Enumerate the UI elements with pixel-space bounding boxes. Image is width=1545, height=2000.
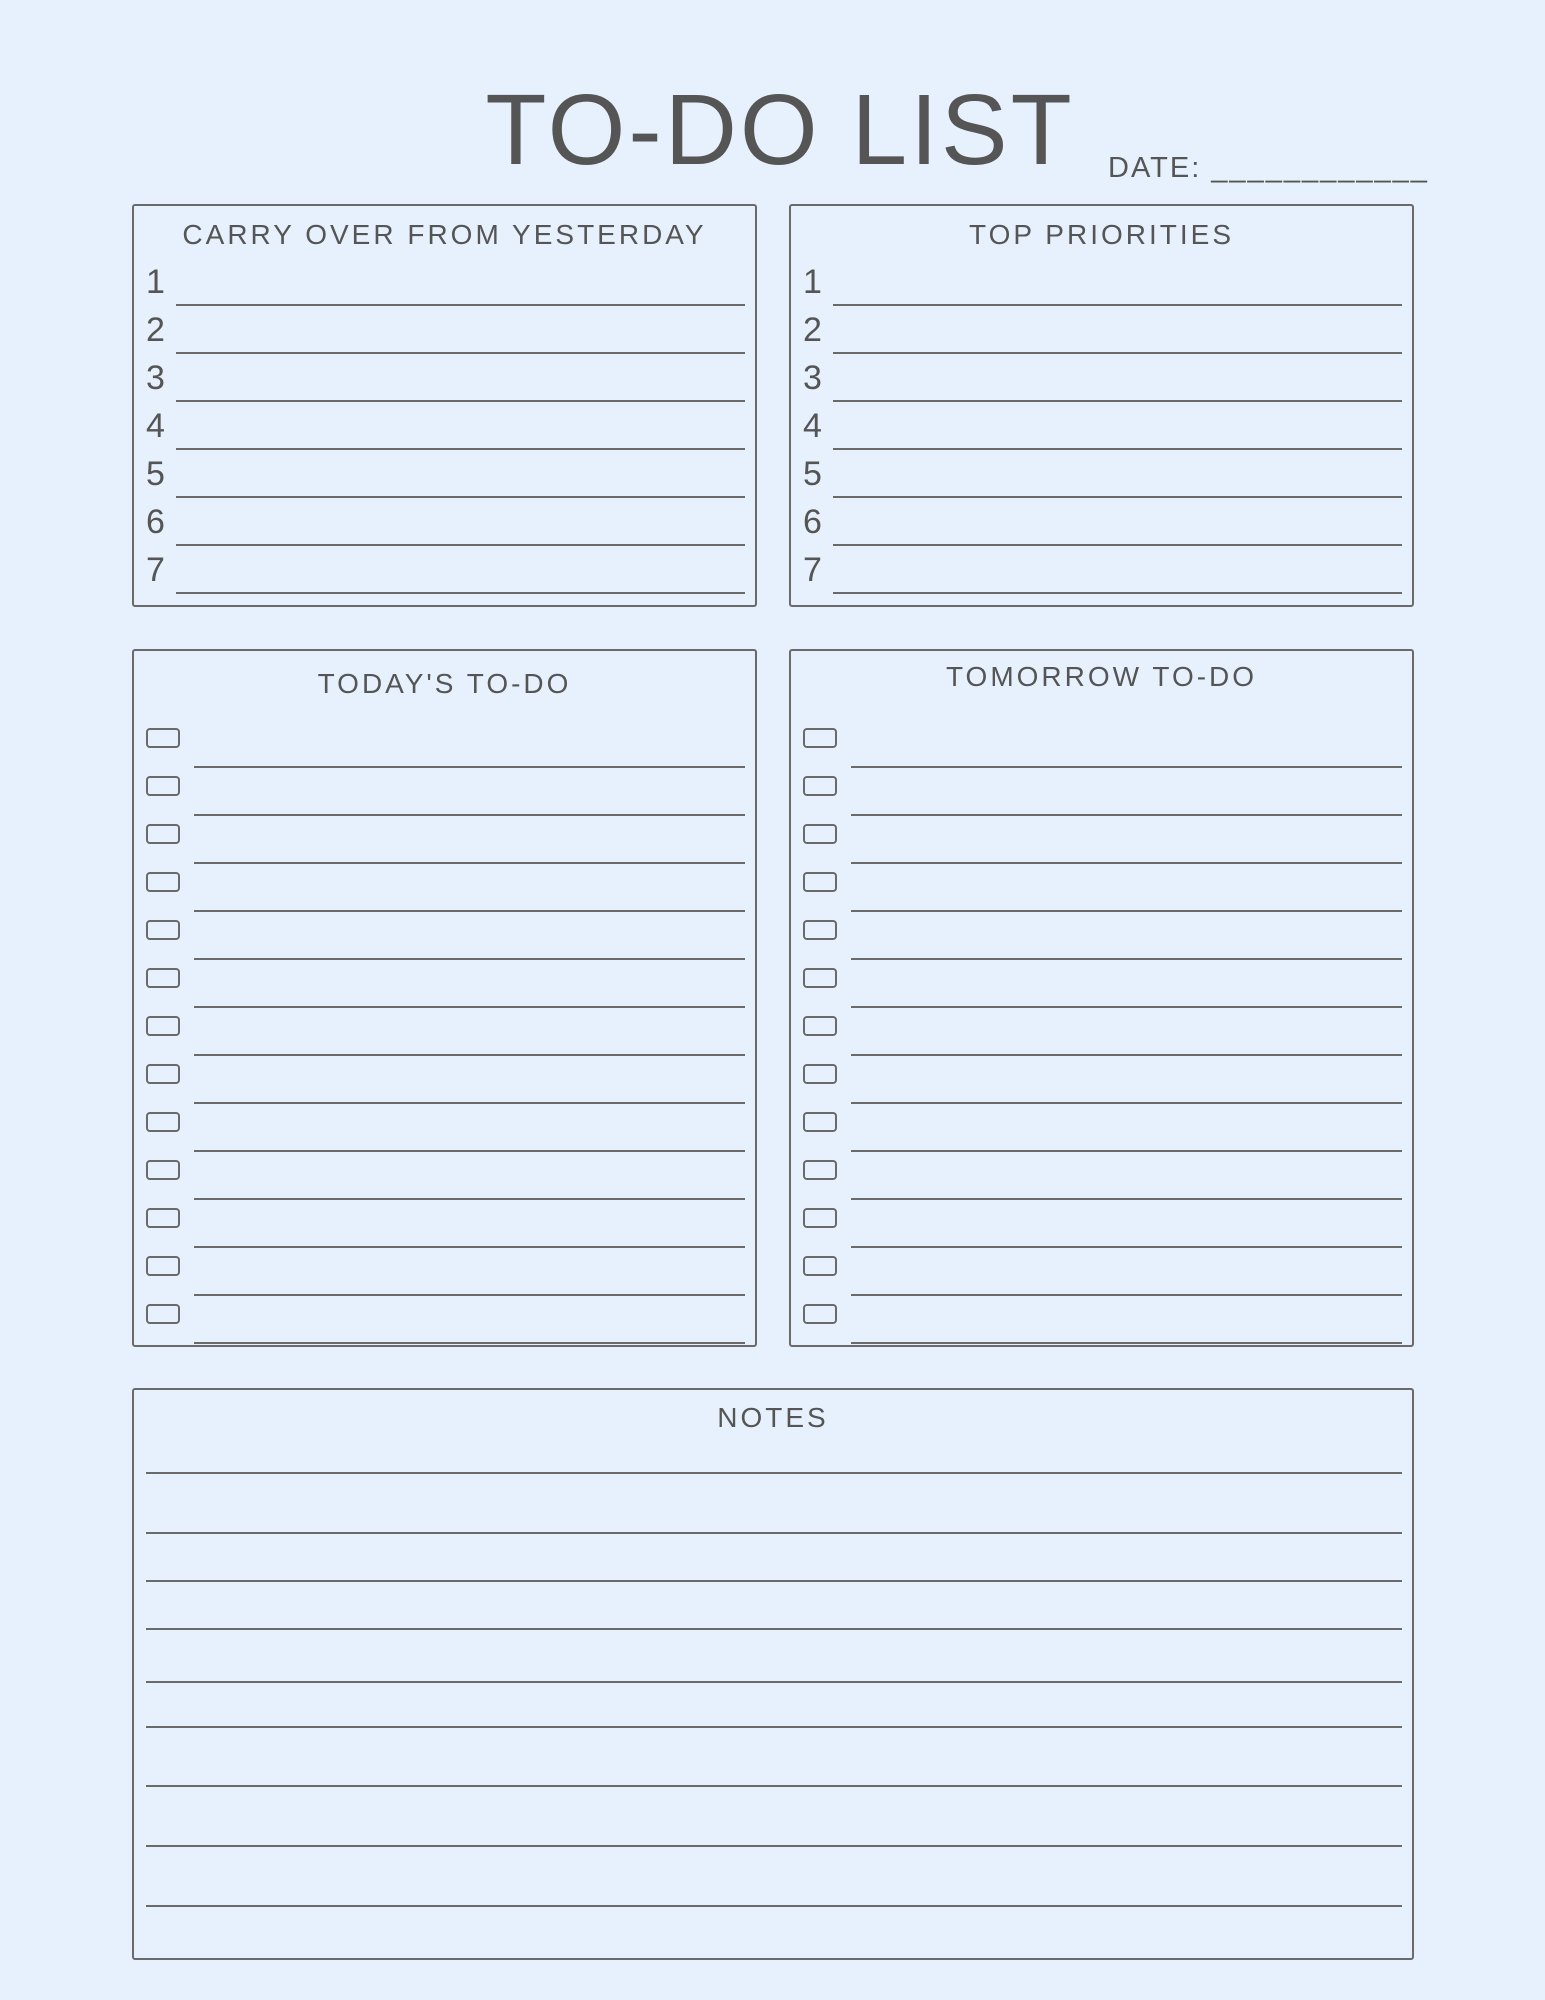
notes-line[interactable] — [146, 1726, 1402, 1728]
line-number: 7 — [803, 551, 822, 589]
numbered-line-item[interactable] — [146, 306, 745, 354]
todo-item[interactable] — [146, 1056, 745, 1104]
todo-item[interactable] — [146, 1296, 745, 1344]
todo-item[interactable] — [803, 912, 1402, 960]
numbered-line-item[interactable] — [803, 258, 1402, 306]
numbered-line-item[interactable] — [803, 450, 1402, 498]
checkbox[interactable] — [146, 1112, 180, 1132]
today-todo-title: TODAY'S TO-DO — [317, 668, 572, 699]
notes-line[interactable] — [146, 1785, 1402, 1787]
notes-section — [132, 1388, 1414, 1960]
carry-over-section — [132, 204, 757, 607]
checkbox[interactable] — [146, 1016, 180, 1036]
line-number: 7 — [146, 551, 165, 589]
todo-item[interactable] — [146, 864, 745, 912]
checkbox[interactable] — [146, 776, 180, 796]
todo-item[interactable] — [803, 1056, 1402, 1104]
todo-item[interactable] — [146, 816, 745, 864]
line-number: 3 — [803, 359, 822, 397]
todo-item[interactable] — [803, 1296, 1402, 1344]
todo-item[interactable] — [146, 912, 745, 960]
numbered-line-item[interactable] — [803, 546, 1402, 594]
line-number: 5 — [146, 455, 165, 493]
tomorrow-todo-title: TOMORROW TO-DO — [945, 661, 1258, 692]
line-number: 2 — [803, 311, 822, 349]
todo-item[interactable] — [803, 1104, 1402, 1152]
checkbox[interactable] — [146, 1304, 180, 1324]
line-number: 1 — [803, 263, 822, 301]
checkbox[interactable] — [803, 824, 837, 844]
write-in-line[interactable] — [194, 1342, 745, 1344]
todo-item[interactable] — [803, 864, 1402, 912]
checkbox[interactable] — [146, 1208, 180, 1228]
numbered-line-item[interactable] — [803, 354, 1402, 402]
carry-over-title: CARRY OVER FROM YESTERDAY — [182, 219, 707, 250]
checkbox[interactable] — [803, 920, 837, 940]
todo-item[interactable] — [146, 960, 745, 1008]
todo-item[interactable] — [803, 816, 1402, 864]
checkbox[interactable] — [146, 968, 180, 988]
todo-item[interactable] — [803, 1152, 1402, 1200]
todo-item[interactable] — [803, 960, 1402, 1008]
checkbox[interactable] — [146, 1064, 180, 1084]
todo-item[interactable] — [803, 1008, 1402, 1056]
numbered-line-item[interactable] — [146, 498, 745, 546]
numbered-line-item[interactable] — [146, 450, 745, 498]
line-number: 4 — [146, 407, 165, 445]
numbered-line-item[interactable] — [146, 546, 745, 594]
notes-line[interactable] — [146, 1681, 1402, 1683]
line-number: 6 — [803, 503, 822, 541]
checkbox[interactable] — [803, 728, 837, 748]
line-number: 4 — [803, 407, 822, 445]
checkbox[interactable] — [146, 728, 180, 748]
numbered-line-item[interactable] — [146, 402, 745, 450]
todo-item[interactable] — [803, 768, 1402, 816]
checkbox[interactable] — [146, 1160, 180, 1180]
numbered-line-item[interactable] — [146, 354, 745, 402]
checkbox[interactable] — [803, 1064, 837, 1084]
todo-item[interactable] — [146, 1200, 745, 1248]
page-title: TO-DO LIST — [485, 74, 1075, 186]
numbered-line-item[interactable] — [803, 402, 1402, 450]
line-number: 3 — [146, 359, 165, 397]
checkbox[interactable] — [803, 1304, 837, 1324]
todo-item[interactable] — [146, 1248, 745, 1296]
todo-item[interactable] — [803, 1200, 1402, 1248]
notes-title: NOTES — [717, 1402, 829, 1433]
checkbox[interactable] — [803, 1016, 837, 1036]
checkbox[interactable] — [803, 1112, 837, 1132]
write-in-line[interactable] — [851, 1342, 1402, 1344]
checkbox[interactable] — [803, 1256, 837, 1276]
numbered-line-item[interactable] — [803, 498, 1402, 546]
todo-item[interactable] — [803, 720, 1402, 768]
notes-line[interactable] — [146, 1532, 1402, 1534]
todo-item[interactable] — [146, 1152, 745, 1200]
checkbox[interactable] — [803, 872, 837, 892]
notes-line[interactable] — [146, 1472, 1402, 1474]
todo-item[interactable] — [146, 1104, 745, 1152]
date-field[interactable]: DATE: ____________ — [1108, 152, 1429, 184]
top-priorities-section — [789, 204, 1414, 607]
notes-line[interactable] — [146, 1580, 1402, 1582]
todo-item[interactable] — [803, 1248, 1402, 1296]
todo-item[interactable] — [146, 720, 745, 768]
checkbox[interactable] — [146, 920, 180, 940]
notes-line[interactable] — [146, 1845, 1402, 1847]
notes-line[interactable] — [146, 1905, 1402, 1907]
todo-item[interactable] — [146, 1008, 745, 1056]
numbered-line-item[interactable] — [146, 258, 745, 306]
write-in-line[interactable] — [833, 592, 1402, 594]
line-number: 5 — [803, 455, 822, 493]
numbered-line-item[interactable] — [803, 306, 1402, 354]
tomorrow-todo-section — [789, 649, 1414, 1347]
checkbox[interactable] — [146, 824, 180, 844]
todo-item[interactable] — [146, 768, 745, 816]
write-in-line[interactable] — [176, 592, 745, 594]
checkbox[interactable] — [803, 1208, 837, 1228]
top-priorities-title: TOP PRIORITIES — [968, 219, 1234, 250]
checkbox[interactable] — [146, 872, 180, 892]
checkbox[interactable] — [803, 776, 837, 796]
today-todo-section — [132, 649, 757, 1347]
line-number: 2 — [146, 311, 165, 349]
checkbox[interactable] — [803, 1160, 837, 1180]
line-number: 1 — [146, 263, 165, 301]
checkbox[interactable] — [803, 968, 837, 988]
notes-line[interactable] — [146, 1628, 1402, 1630]
line-number: 6 — [146, 503, 165, 541]
checkbox[interactable] — [146, 1256, 180, 1276]
